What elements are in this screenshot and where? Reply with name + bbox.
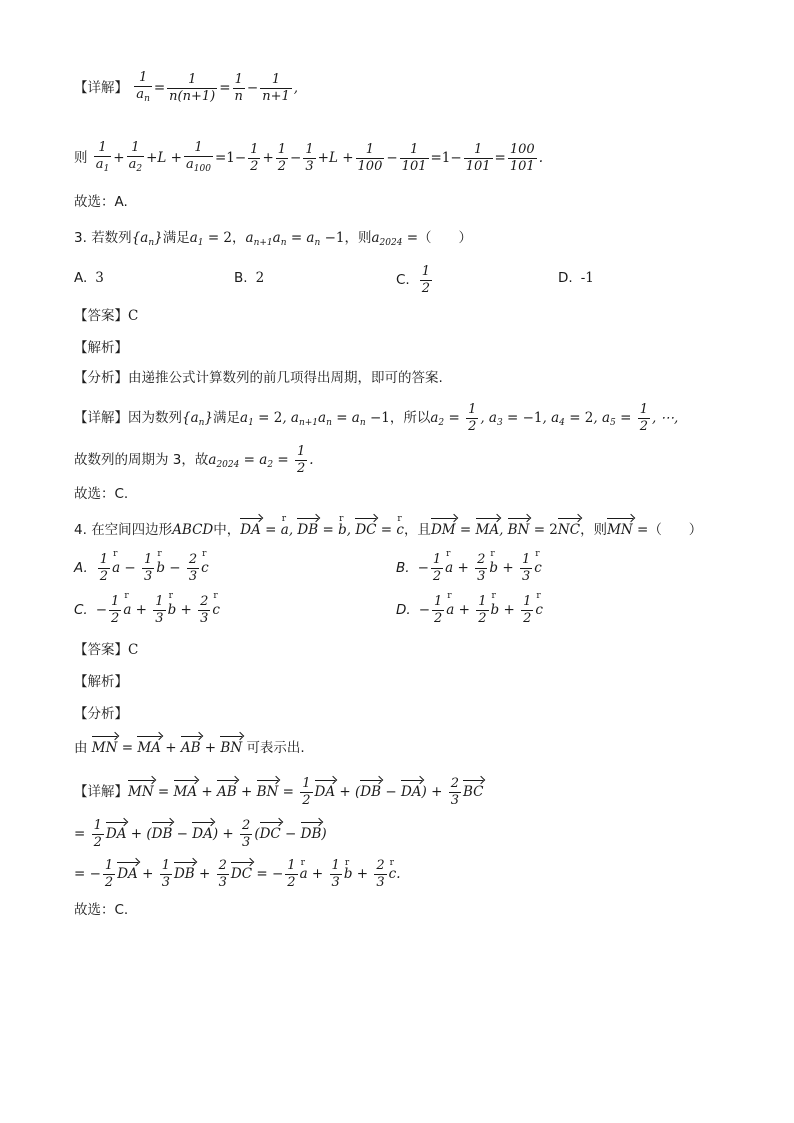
option-label: D. bbox=[396, 602, 411, 618]
option-value: -1 bbox=[580, 270, 594, 286]
q3-target: $a_{2024}$ = bbox=[371, 230, 419, 248]
q4-shape: ABCD bbox=[172, 522, 214, 538]
q3-stem bbox=[74, 228, 472, 253]
option-num: 1 bbox=[421, 264, 430, 279]
q3-period-text: 故数列的周期为 3，故 bbox=[74, 452, 209, 468]
q4-answer: C bbox=[128, 642, 139, 658]
q4-answer-line bbox=[74, 640, 138, 660]
q3-a1-2: $a_1 = 2$, $a_{n+1}a_n = a_n -1$ bbox=[240, 410, 390, 428]
q4-detail-line-3 bbox=[74, 858, 401, 891]
option-label: C. bbox=[396, 272, 410, 288]
q3-answer-line bbox=[74, 306, 138, 326]
conclusion-1: 故选：A. bbox=[74, 194, 128, 210]
q3-seq: $\{a_n\}$ bbox=[131, 230, 163, 248]
q4-derive-suffix: 可表示出. bbox=[246, 740, 305, 756]
q3-conclusion: 故选：C. bbox=[74, 486, 129, 502]
detail-tag: 【详解】 bbox=[74, 410, 128, 426]
q4-target: MN = bbox=[607, 522, 649, 538]
detail-line-2 bbox=[74, 140, 543, 177]
sum-prefix: 则 bbox=[74, 150, 88, 166]
q4-analysis-tag: 【解析】 bbox=[74, 674, 128, 690]
q3-result: $a_{2024} = a_2$ = $\frac{1}{2}$ . bbox=[208, 444, 314, 476]
q4-stem-b: 中， bbox=[213, 522, 241, 538]
q3-option-b[interactable] bbox=[234, 270, 264, 286]
q3-fenxi-line bbox=[74, 368, 443, 388]
option-label: A. bbox=[74, 270, 88, 286]
q3-detail-line bbox=[74, 402, 678, 435]
q4-step-2: = $\frac{1}{2}$ DA + (DB − DA) + $\frac{2}{3}$ (DC − DB) bbox=[74, 818, 327, 850]
q3-analysis-text: 由递推公式计算数列的前几项得出周期，即可的答案. bbox=[128, 370, 443, 386]
q4-detail-line-2 bbox=[74, 818, 327, 851]
q3-number: 3. bbox=[74, 230, 87, 246]
q4-option-d[interactable]: D. − $\frac{1}{2}$ r a + $\frac{1}{2}$ r b + $\frac{1}{2}$ r c bbox=[396, 594, 543, 627]
option-value: 2 bbox=[255, 270, 265, 286]
q3-analysis-tag: 【解析】 bbox=[74, 340, 128, 356]
q4-stem-end: （ ） bbox=[648, 522, 703, 538]
q3-option-c[interactable] bbox=[396, 264, 434, 297]
q3-detail-c: ，所以 bbox=[389, 410, 431, 426]
option-value: 3 bbox=[95, 270, 104, 286]
q4-derive-line bbox=[74, 738, 305, 758]
option-label: C. bbox=[74, 602, 88, 618]
q4-stem-a: 在空间四边形 bbox=[91, 522, 173, 538]
q4-option-c[interactable]: C. − $\frac{1}{2}$ r a + $\frac{1}{3}$ r b + $\frac{2}{3}$ r c bbox=[74, 594, 220, 627]
q4-fenxi-tag: 【分析】 bbox=[74, 706, 128, 722]
q4-option-a[interactable]: A. $\frac{1}{2}$ r a − $\frac{1}{3}$ r b − $\frac{2}{3}$ r c bbox=[74, 552, 209, 585]
q4-detail-line-1 bbox=[74, 776, 483, 809]
detail-tag: 【详解】 bbox=[74, 80, 128, 96]
q3-a1: $a_1 = 2$ bbox=[189, 230, 233, 248]
q3-stem-d: ，则 bbox=[344, 230, 372, 246]
answer-tag: 【答案】 bbox=[74, 308, 128, 324]
q4-vectors: DA = r a, DB = r b, DC = r c bbox=[240, 522, 404, 538]
q3-stem-b: 满足 bbox=[162, 230, 190, 246]
q4-stem bbox=[74, 520, 702, 540]
q4-derive-formula: MN = MA + AB + BN bbox=[91, 740, 243, 756]
q4-conclusion: 故选：C. bbox=[74, 902, 129, 918]
q3-recurrence: $a_{n+1}a_n = a_n -1$ bbox=[245, 230, 345, 248]
option-label: B. bbox=[234, 270, 248, 286]
option-label: B. bbox=[396, 560, 410, 576]
detail-line-1 bbox=[74, 70, 298, 107]
formula-sum: $\frac{1}{a_1}$ + $\frac{1}{a_2}$ +L + $\frac{1}{a_{100}}$ =1− $\frac{1}{2}$ + $\frac{1}{2}$ − $\frac{1}{3}$ +L + $\frac{1}{100}$ − $\frac{1}{101}$ =1− $\frac{1}{101}$ = $\frac{100}{101}$ . bbox=[95, 140, 543, 174]
q3-period-line bbox=[74, 444, 314, 477]
q4-stem-d: ，则 bbox=[580, 522, 608, 538]
q3-detail-b: 满足 bbox=[213, 410, 241, 426]
option-label: A. bbox=[74, 560, 88, 576]
q3-answer: C bbox=[128, 308, 139, 324]
q3-stem-end: （ ） bbox=[418, 230, 473, 246]
answer-tag: 【答案】 bbox=[74, 642, 128, 658]
formula-reciprocal: $\frac{1}{a_n}$ = $\frac{1}{n(n+1)}$ = $\frac{1}{n}$ − $\frac{1}{n+1}$ , bbox=[136, 70, 299, 104]
q4-stem-c: ，且 bbox=[403, 522, 431, 538]
q3-stem-c: ， bbox=[232, 230, 246, 246]
option-den: 2 bbox=[421, 281, 430, 296]
q3-option-a[interactable] bbox=[74, 270, 104, 286]
q3-stem-a: 若数列 bbox=[91, 230, 132, 246]
q4-option-b[interactable]: B. − $\frac{1}{2}$ r a + $\frac{2}{3}$ r b + $\frac{1}{3}$ r c bbox=[396, 552, 542, 585]
fenxi-tag: 【分析】 bbox=[74, 370, 128, 386]
q4-number: 4. bbox=[74, 522, 87, 538]
q4-step-3: = − $\frac{1}{2}$ DA + $\frac{1}{3}$ DB + $\frac{2}{3}$ DC = − $\frac{1}{2}$ r a + $\frac{1}{3}$ r b + $\frac{2}{3}$ r c. bbox=[74, 866, 401, 882]
q4-conditions: DM = MA, BN = 2NC bbox=[430, 522, 581, 538]
q3-detail-a: 因为数列 bbox=[128, 410, 182, 426]
q3-option-d[interactable] bbox=[558, 270, 594, 286]
q4-step-1: MN = MA + AB + BN = $\frac{1}{2}$ DA + (DB − DA) + $\frac{2}{3}$ BC bbox=[128, 776, 484, 808]
detail-tag: 【详解】 bbox=[74, 784, 128, 800]
q3-terms: $a_2$ = $\frac{1}{2}$ , $a_3 = -1$, $a_4 = 2$, $a_5$ = $\frac{1}{2}$ , ⋯, bbox=[430, 402, 679, 434]
q3-seq-2: $\{a_n\}$ bbox=[182, 410, 214, 428]
option-label: D. bbox=[558, 270, 573, 286]
q4-derive-prefix: 由 bbox=[74, 740, 88, 756]
